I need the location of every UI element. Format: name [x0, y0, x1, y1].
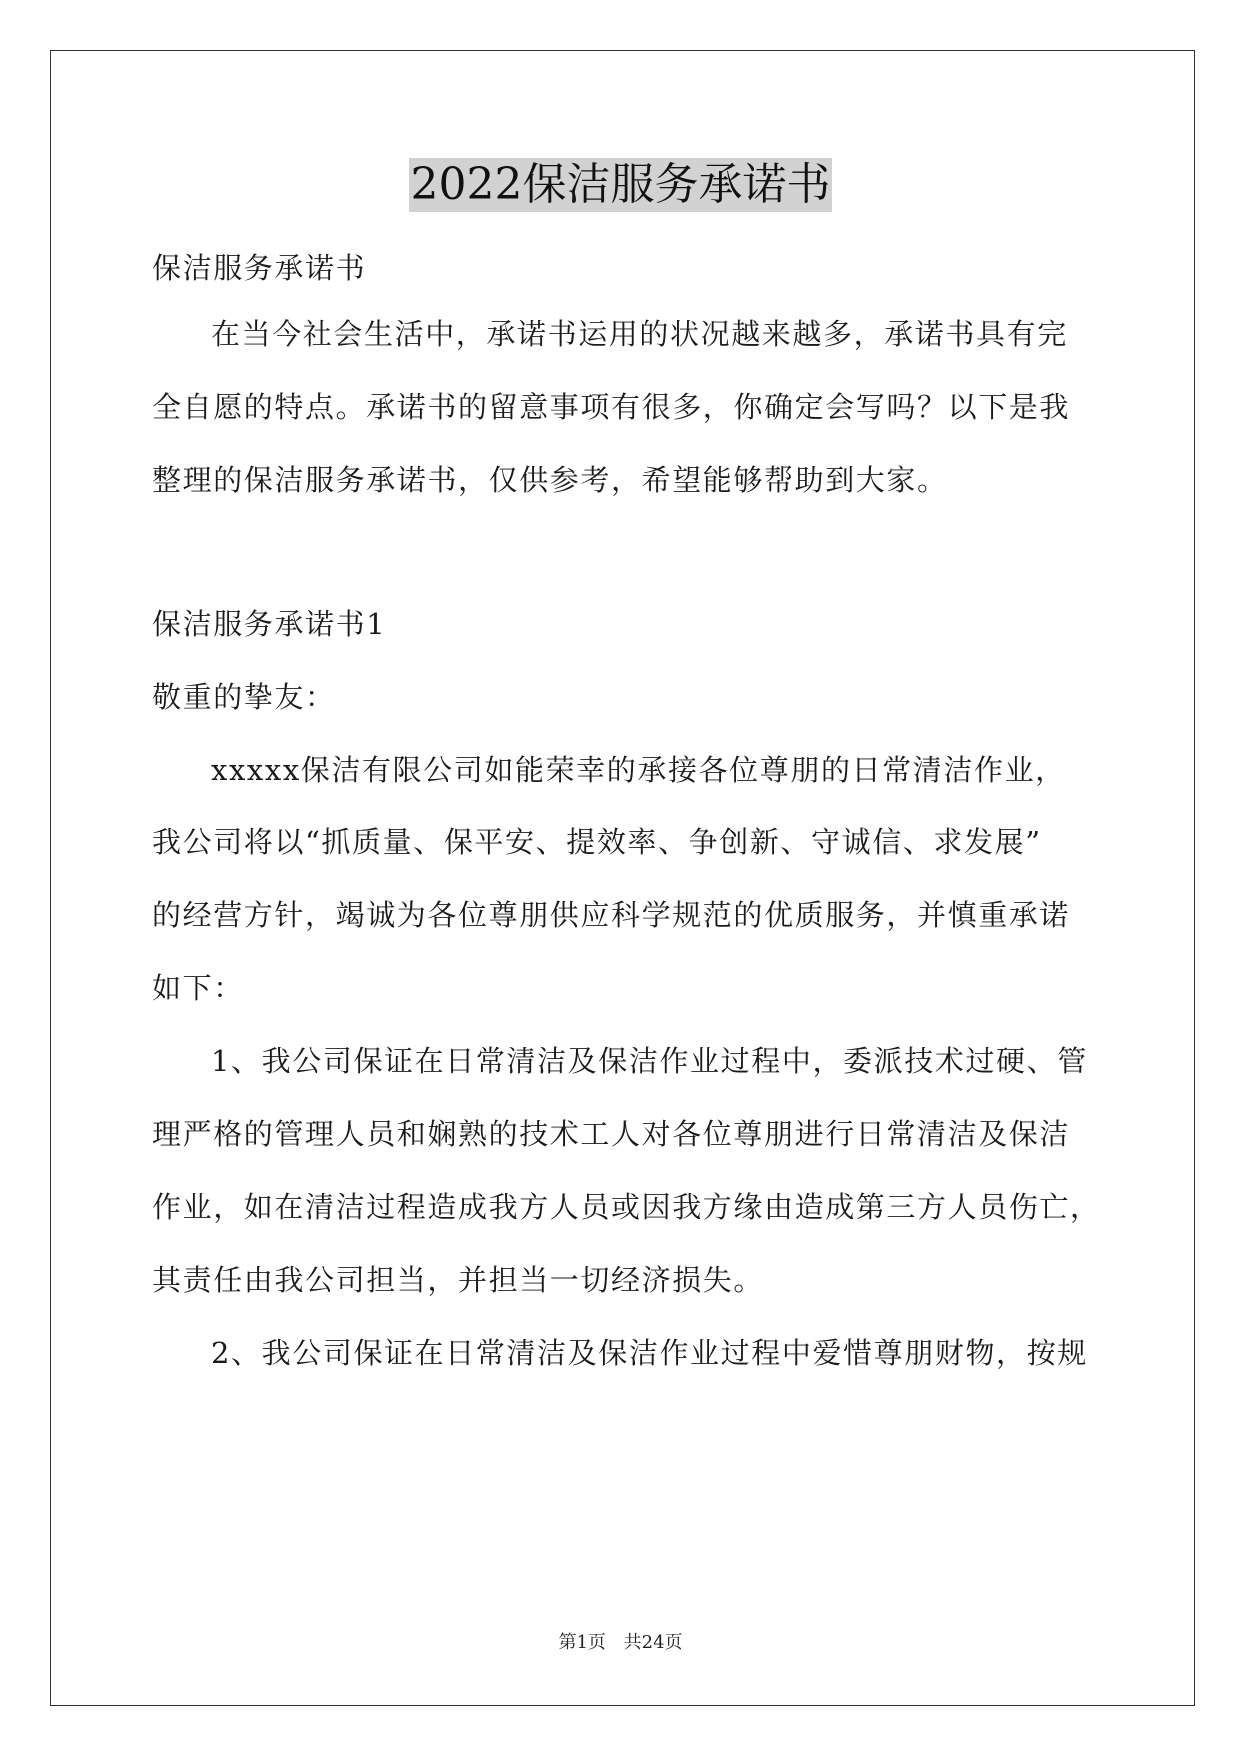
paragraph-line: 整理的保洁服务承诺书，仅供参考，希望能够帮助到大家。	[152, 463, 948, 497]
paragraph-line: 如下：	[152, 971, 244, 1005]
page-footer	[0, 1628, 1241, 1654]
paragraph-line: 在当今社会生活中，承诺书运用的状况越来越多，承诺书具有完	[211, 317, 1068, 351]
page-number: 第1页	[558, 1632, 606, 1653]
page-total: 共24页	[623, 1632, 683, 1653]
document-title-container	[0, 158, 1241, 212]
paragraph-line: 的经营方针，竭诚为各位尊朋供应科学规范的优质服务，并慎重承诺	[152, 898, 1071, 932]
paragraph-line: 我公司将以“抓质量、保平安、提效率、争创新、守诚信、求发展”	[152, 825, 1042, 859]
page-border	[50, 50, 1195, 1706]
paragraph-line: 其责任由我公司担当，并担当一切经济损失。	[152, 1263, 765, 1297]
document-title: 2022保洁服务承诺书	[410, 159, 831, 210]
paragraph-line: 1、我公司保证在日常清洁及保洁作业过程中，委派技术过硬、管	[211, 1044, 1088, 1078]
subtitle-line: 保洁服务承诺书	[152, 251, 367, 285]
paragraph-line: 全自愿的特点。承诺书的留意事项有很多，你确定会写吗？以下是我	[152, 390, 1071, 424]
salutation-line: 敬重的挚友：	[152, 680, 336, 714]
paragraph-line: xxxxx保洁有限公司如能荣幸的承接各位尊朋的日常清洁作业，	[211, 753, 1066, 787]
paragraph-line: 作业，如在清洁过程造成我方人员或因我方缘由造成第三方人员伤亡，	[152, 1190, 1101, 1224]
paragraph-line: 理严格的管理人员和娴熟的技术工人对各位尊朋进行日常清洁及保洁	[152, 1117, 1071, 1151]
section-heading: 保洁服务承诺书1	[152, 607, 387, 641]
paragraph-line: 2、我公司保证在日常清洁及保洁作业过程中爱惜尊朋财物，按规	[211, 1336, 1088, 1370]
